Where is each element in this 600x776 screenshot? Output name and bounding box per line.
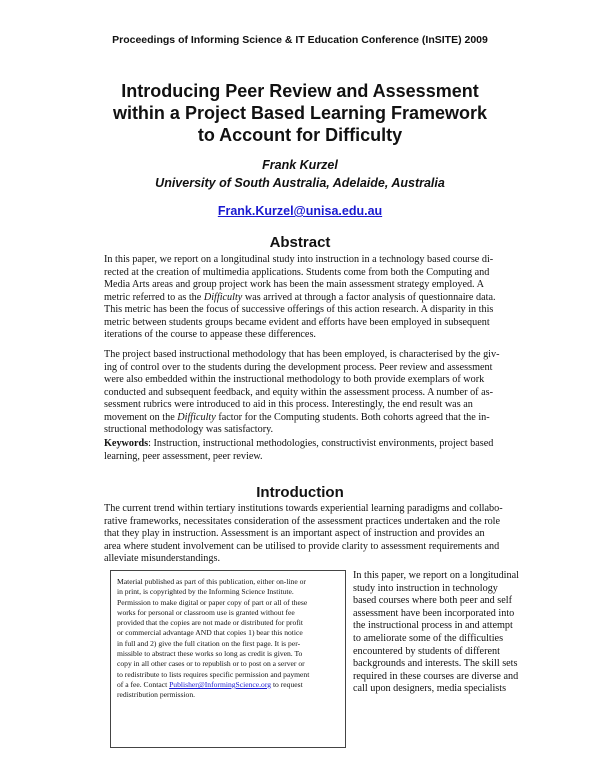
- text-line: were also embedded within the instructional methodology to both provide exemplars of work: [104, 374, 485, 385]
- notice-line: in full and 2) give the full citation on the first page. It is per-: [117, 638, 301, 648]
- text-line: This metric has been the focus of successive offerings of this action research. A disparity in this: [104, 304, 494, 315]
- notice-line: or commercial advantage AND that copies 1) bear this notice: [117, 628, 303, 638]
- text-span: of a fee. Contact: [117, 679, 170, 689]
- text-line: structional methodology was satisfactory.: [104, 424, 274, 435]
- text-span: to request: [271, 679, 303, 689]
- keywords: [104, 438, 532, 463]
- text-line: to ameliorate some of the difficulties: [353, 632, 504, 644]
- abstract-paragraph-1: [104, 254, 532, 342]
- title-line: to Account for Difficulty: [197, 125, 403, 145]
- copyright-notice-box: [110, 570, 346, 748]
- text-line: In this paper, we report on a longitudinal: [353, 570, 519, 581]
- text-span: was arrived at through a factor analysis of questionnaire data.: [242, 291, 496, 303]
- text-line: assessment have been incorporated into: [353, 607, 515, 619]
- notice-line: to redistribute to lists requires specific permission and payment: [117, 669, 310, 679]
- text-line: area where student involvement can be utilised to provide clarity to assessment requirements and: [104, 540, 500, 552]
- text-line: iterations of the course to appease these differences.: [104, 329, 316, 340]
- text-line: sessment rubrics were introduced to aid in this process. Interestingly, the end result was an: [104, 399, 473, 410]
- keywords-label: Keywords: [104, 438, 149, 449]
- title-line: Introducing Peer Review and Assessment: [121, 81, 479, 101]
- notice-line: copy in all other cases or to republish or to post on a server or: [117, 659, 305, 669]
- text-span: factor for the Computing students. Both cohorts agreed that the in-: [215, 411, 490, 423]
- text-line: In this paper, we report on a longitudinal study into instruction in a technology based course di-: [104, 254, 494, 265]
- text-line: that they play in instruction. Assessment is an important aspect of instruction and provides an: [104, 528, 485, 539]
- author-name: Frank Kurzel: [262, 158, 338, 172]
- emphasis-term: Difficulty: [177, 411, 216, 423]
- emphasis-term: Difficulty: [203, 291, 243, 303]
- introduction-right-column: [353, 570, 533, 696]
- text-line: The current trend within tertiary institutions towards experiential learning paradigms and collabo-: [104, 503, 503, 514]
- author-email-link[interactable]: Frank.Kurzel@unisa.edu.au: [217, 204, 383, 218]
- notice-line: works for personal or classroom use is granted without fee: [117, 607, 295, 617]
- text-line: the instructional process in and attempt: [353, 620, 513, 632]
- text-line: conducted and subsequent feedback, and equity within the assessment process. A number of as-: [104, 386, 494, 398]
- text-line: [104, 412, 532, 425]
- text-line: ing of control over to the students during the development process. Peer review and assessment: [104, 361, 493, 373]
- paper-title: [60, 80, 540, 146]
- abstract-paragraph-2: [104, 349, 532, 437]
- text-span: movement on the: [104, 411, 178, 423]
- author-email: [0, 204, 600, 218]
- text-line: based courses where both peer and self: [353, 595, 512, 607]
- publisher-email-link[interactable]: Publisher@InformingScience.org: [169, 679, 272, 689]
- text-line: rected at the creation of multimedia applications. Students come from both the Computing and: [104, 266, 490, 278]
- author-block: [0, 156, 600, 192]
- notice-line: Permission to make digital or paper copy of part or all of these: [117, 597, 308, 607]
- text-line: backgrounds and interests. The skill sets: [353, 658, 518, 670]
- notice-line: Material published as part of this publication, either on-line or: [117, 577, 306, 586]
- text-line: rative frameworks, necessitates consideration of the assessment practices undertaken and the role: [104, 515, 501, 527]
- text-line: required in these courses are diverse and: [353, 670, 519, 682]
- author-affiliation: University of South Australia, Adelaide, Australia: [155, 176, 445, 190]
- text-line: Media Arts areas and group project work has been the main assessment strategy employed. A: [104, 279, 484, 290]
- notice-line: in print, is copyrighted by the Informing Science Institute.: [117, 587, 294, 597]
- notice-line: [117, 680, 345, 690]
- introduction-heading: Introduction: [256, 484, 344, 501]
- text-line: alleviate misunderstandings.: [104, 553, 220, 564]
- notice-line: provided that the copies are not made or distributed for profit: [117, 618, 303, 628]
- keywords-text: : Instruction, instructional methodologies, constructivist environments, project based: [148, 438, 494, 449]
- text-span: metric referred to as the: [104, 291, 204, 303]
- title-line: within a Project Based Learning Framework: [112, 103, 488, 123]
- notice-line: redistribution permission.: [117, 690, 196, 700]
- text-line: The project based instructional methodology that has been employed, is characterised by the giv-: [104, 349, 500, 360]
- notice-line: missible to abstract these works so long as credit is given. To: [117, 649, 303, 659]
- abstract-heading: Abstract: [269, 234, 331, 251]
- text-line: study into instruction in technology: [353, 582, 498, 594]
- text-line: learning, peer assessment, peer review.: [104, 450, 263, 462]
- text-line: call upon designers, media specialists: [353, 683, 507, 695]
- text-line: [104, 438, 532, 451]
- text-line: [104, 292, 532, 305]
- text-line: metric between students groups became evident and efforts have been employed in subsequent: [104, 316, 490, 328]
- running-head: Proceedings of Informing Science & IT Education Conference (InSITE) 2009: [112, 34, 488, 46]
- introduction-paragraph-1: [104, 503, 532, 566]
- text-line: encountered by students of different: [353, 645, 500, 657]
